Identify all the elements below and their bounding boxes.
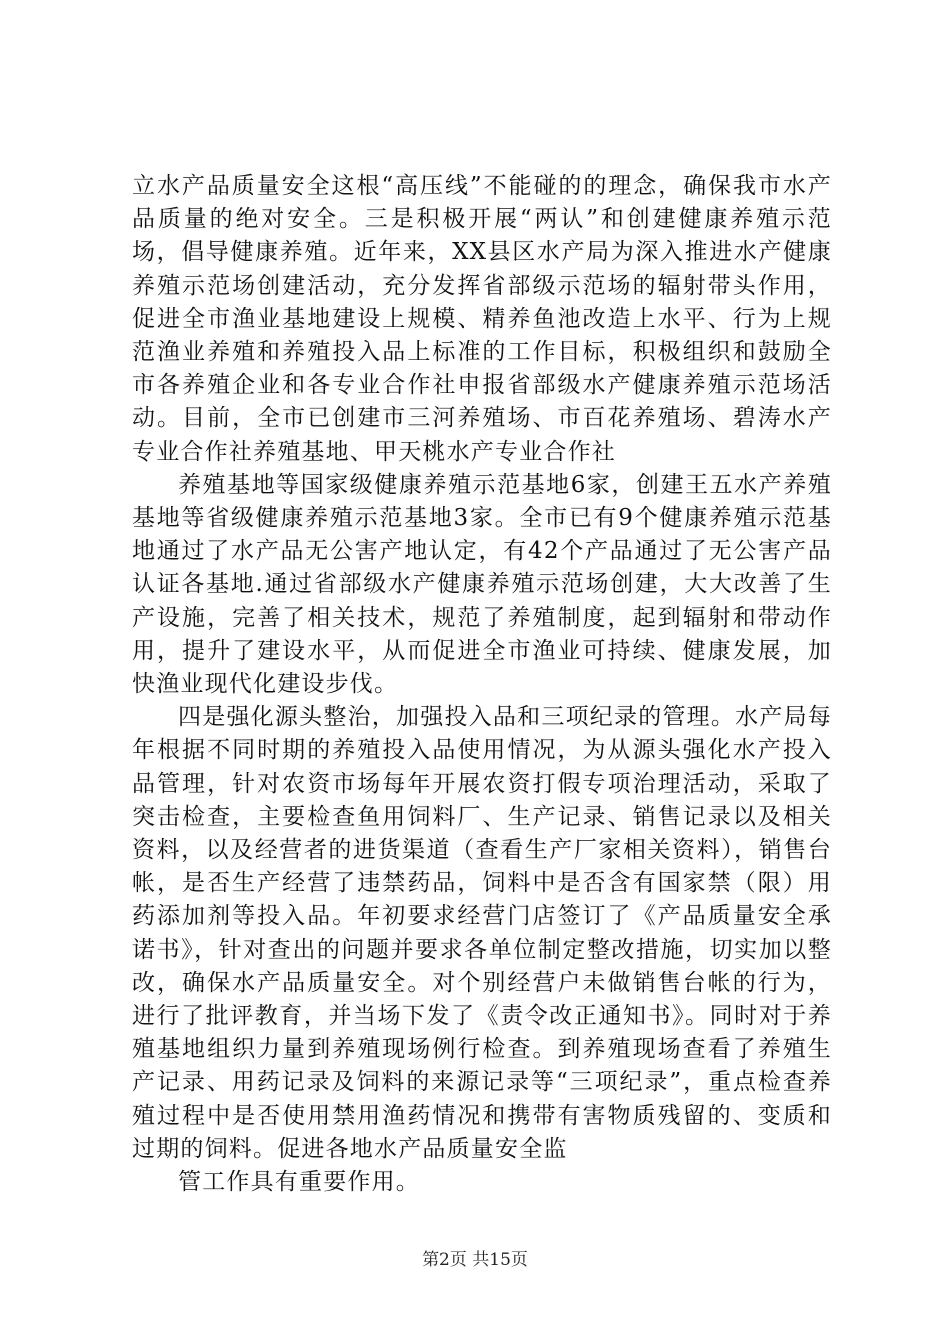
paragraph-1: 立水产品质量安全这根“高压线”不能碰的的理念，确保我市水产品质量的绝对安全。三是积极开展“两认”和创建健康养殖示范场，倡导健康养殖。近年来，XX县区水产局为深入推进水产健康养殖示范场创建活动，充分发挥省部级示范场的辐射带头作用，促进全市渔业基地建设上规模、精养鱼池改造上水平、行为上规范渔业养殖和养殖投入品上标准的工作目标，积极组织和鼓励全市各养殖企业和各专业合作社申报省部级水产健康养殖示范场活动。目前，全市已创建市三河养殖场、市百花养殖场、碧涛水产专业合作社养殖基地、甲天桃水产专业合作社 xyxy=(132,173,832,465)
paragraph-2: 养殖基地等国家级健康养殖示范基地6家，创建王五水产养殖基地等省级健康养殖示范基地3家。全市已有9个健康养殖示范基地通过了水产品无公害产地认定，有42个产品通过了无公害产品认证各基地.通过省部级水产健康养殖示范场创建，大大改善了生产设施，完善了相关技术，规范了养殖制度，起到辐射和带动作用，提升了建设水平，从而促进全市渔业可持续、健康发展，加快渔业现代化建设步伐。 xyxy=(132,471,832,698)
paragraph-4: 管工作具有重要作用。 xyxy=(178,1169,420,1196)
paragraph-3: 四是强化源头整治，加强投入品和三项纪录的管理。水产局每年根据不同时期的养殖投入品使用情况，为从源头强化水产投入品管理，针对农资市场每年开展农资打假专项治理活动，采取了突击检查，主要检查鱼用饲料厂、生产记录、销售记录以及相关资料，以及经营者的进货渠道（查看生产厂家相关资料），销售台帐，是否生产经营了违禁药品，饲料中是否含有国家禁（限）用药添加剂等投入品。年初要求经营门店签订了《产品质量安全承诺书》，针对查出的问题并要求各单位制定整改措施，切实加以整改，确保水产品质量安全。对个别经营户未做销售台帐的行为，进行了批评教育，并当场下发了《责令改正通知书》。同时对于养殖基地组织力量到养殖现场例行检查。到养殖现场查看了养殖生产记录、用药记录及饲料的来源记录等“三项纪录”，重点检查养殖过程中是否使用禁用渔药情况和携带有害物质残留的、变质和过期的饲料。促进各地水产品质量安全监 xyxy=(132,704,832,1162)
document-body xyxy=(132,170,832,1199)
page-footer: 第2页 共15页 xyxy=(422,1250,528,1270)
